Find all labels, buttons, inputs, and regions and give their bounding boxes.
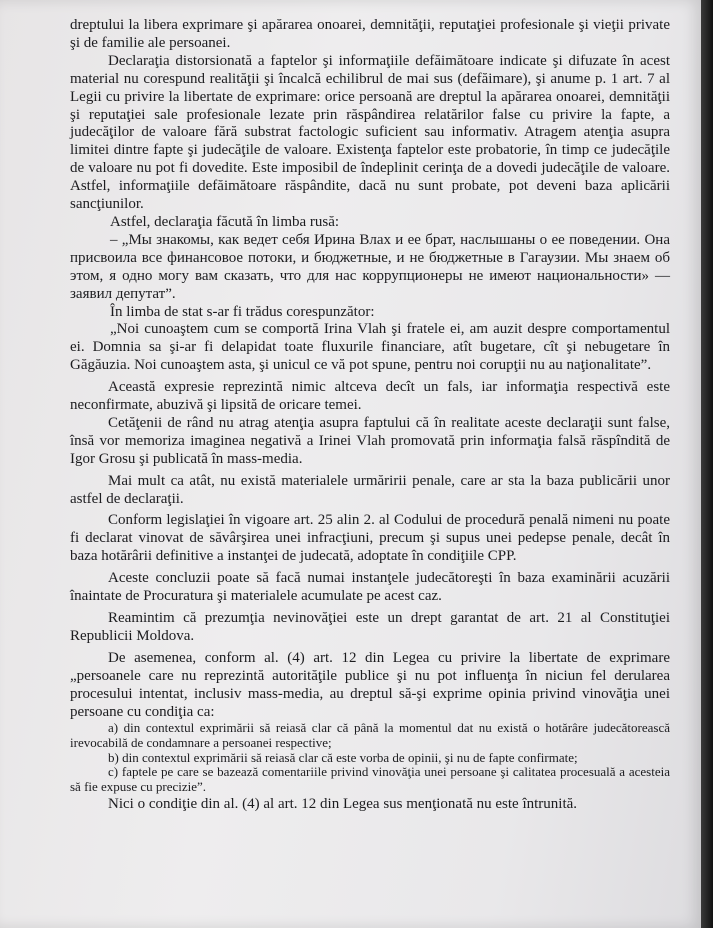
paragraph-criminal-procedure: Conform legislaţiei în vigoare art. 25 alin 2. al Codului de procedură penală nimeni nu poate fi declarat vinovat de săvârşirea unei infracţiuni, precum şi supus unei pedepse penale, decât în baza hotărârii definitive a instanţei de judecată, adoptate în condiţiile CPP.	[70, 512, 670, 565]
list-item-condition-a: a) din contextul exprimării să reiasă clar că până la momentul dat nu există o hotărâre judecătorească irevocabilă de condamnare a persoanei respective;	[70, 720, 670, 751]
paragraph-russian-quote: – „Мы знакомы, как ведет себя Ирина Влах и ее брат, наслышаны о ее поведении. Она присвоила все финансовое потоки, и бюджетные, и не бюджетные в Гагаузии. Мы знаем об этом, я одно могу вам сказать, что для нас коррупционеры не имеют национальности» — заявил депутат”.	[70, 231, 670, 302]
paragraph-court-conclusions: Aceste concluzii poate să facă numai instanţele judecătoreşti în baza examinării acuzării înaintate de Procuratura şi materialele acumulate pe acest caz.	[70, 570, 670, 605]
paragraph-translation-quote: „Noi cunoaştem cum se comportă Irina Vlah şi fratele ei, am auzit despre comportamentul ei. Domnia sa şi-ar fi delapidat toate fluxurile financiare, atît bugetare, cît şi nebugetare în Găgăuzia. Noi cunoaştem asta, şi unicul ce vă pot spune, pentru noi corupţii nu au naţionalitate”.	[70, 321, 670, 374]
paragraph-presumption: Reamintim că prezumţia nevinovăţiei este un drept garantat de art. 21 al Constituţiei Republicii Moldova.	[70, 610, 670, 644]
paragraph-translation-intro: În limba de stat s-ar fi trădus corespunzător:	[110, 303, 375, 320]
paragraph-citizens: Cetăţenii de rând nu atrag atenţia asupra faptului că în realitate aceste declaraţii sunt false, însă vor memoriza imaginea negativă a Irinei Vlah promovată prin informaţia falsă răspîndită de Igor Grosu şi publicată în mass-media.	[70, 414, 670, 467]
paragraph-no-criminal-materials: Mai mult ca atât, nu există materialele urmăririi penale, care ar sta la baza publicării unor astfel de declaraţii.	[70, 472, 670, 507]
list-item-condition-c: c) faptele pe care se bazează comentariile privind vinovăţia unei persoane şi calitatea procesuală a acesteia să fie expuse cu precizie”.	[70, 764, 670, 794]
paragraph-fake-statement: Această expresie reprezintă nimic altceva decît un fals, iar informaţia respectivă este neconfirmate, abuzivă şi lipsită de oricare temei.	[70, 379, 670, 414]
paragraph-defamation: Declaraţia distorsionată a faptelor şi informaţiile defăimătoare indicate şi difuzate în acest material nu corespund realităţii şi încalcă echilibrul de mai sus (defăimare), şi anume p. 1 art. 7 al Legii cu privire la libertate de exprimare: orice persoană are dreptul la apărarea onoarei, demnităţii şi reputaţiei sale profesionale lezate prin răspândirea relatărilor false cu privire la fapte, a judecăţilor de valoare fără substrat factologic suficient sau informativ. Atragem atenţia asupra limitei dintre fapte şi judecăţile de valoare. Existenţa faptelor este probatorie, în timp ce judecăţile de valoare nu pot fi dovedite. Este imposibil de îndeplinit cerinţa de a dovedi judecăţile de valoare. Astfel, informaţiile defăimătoare răspândite, dacă nu sunt probate, pot deveni baza aplicării sancţiunilor.	[70, 52, 670, 213]
paragraph-intro-continuation: dreptului la libera exprimare şi apărarea onoarei, demnităţii, reputaţiei profesionale şi vieţii private şi de familie ale persoanei.	[70, 17, 670, 51]
list-item-condition-b: b) din contextul exprimării să reiasă clar că este vorba de opinii, şi nu de fapte confirmate;	[108, 749, 578, 765]
paragraph-law-article: De asemenea, conform al. (4) art. 12 din Legea cu privire la libertate de exprimare „persoanele care nu reprezintă autorităţile publice şi nu pot influenţa în niciun fel derularea procesului intentat, inclusiv mass-media, au dreptul să-şi exprime opinia privind vinovăţia unei persoane cu condiţia ca:	[70, 649, 670, 720]
page-edge-shadow	[701, 0, 713, 928]
document-body	[70, 17, 670, 814]
paragraph-russian-intro: Astfel, declaraţia făcută în limba rusă:	[110, 213, 340, 230]
paragraph-conclusion: Nici o condiţie din al. (4) al art. 12 din Legea sus menţionată nu este întrunită.	[108, 796, 578, 813]
